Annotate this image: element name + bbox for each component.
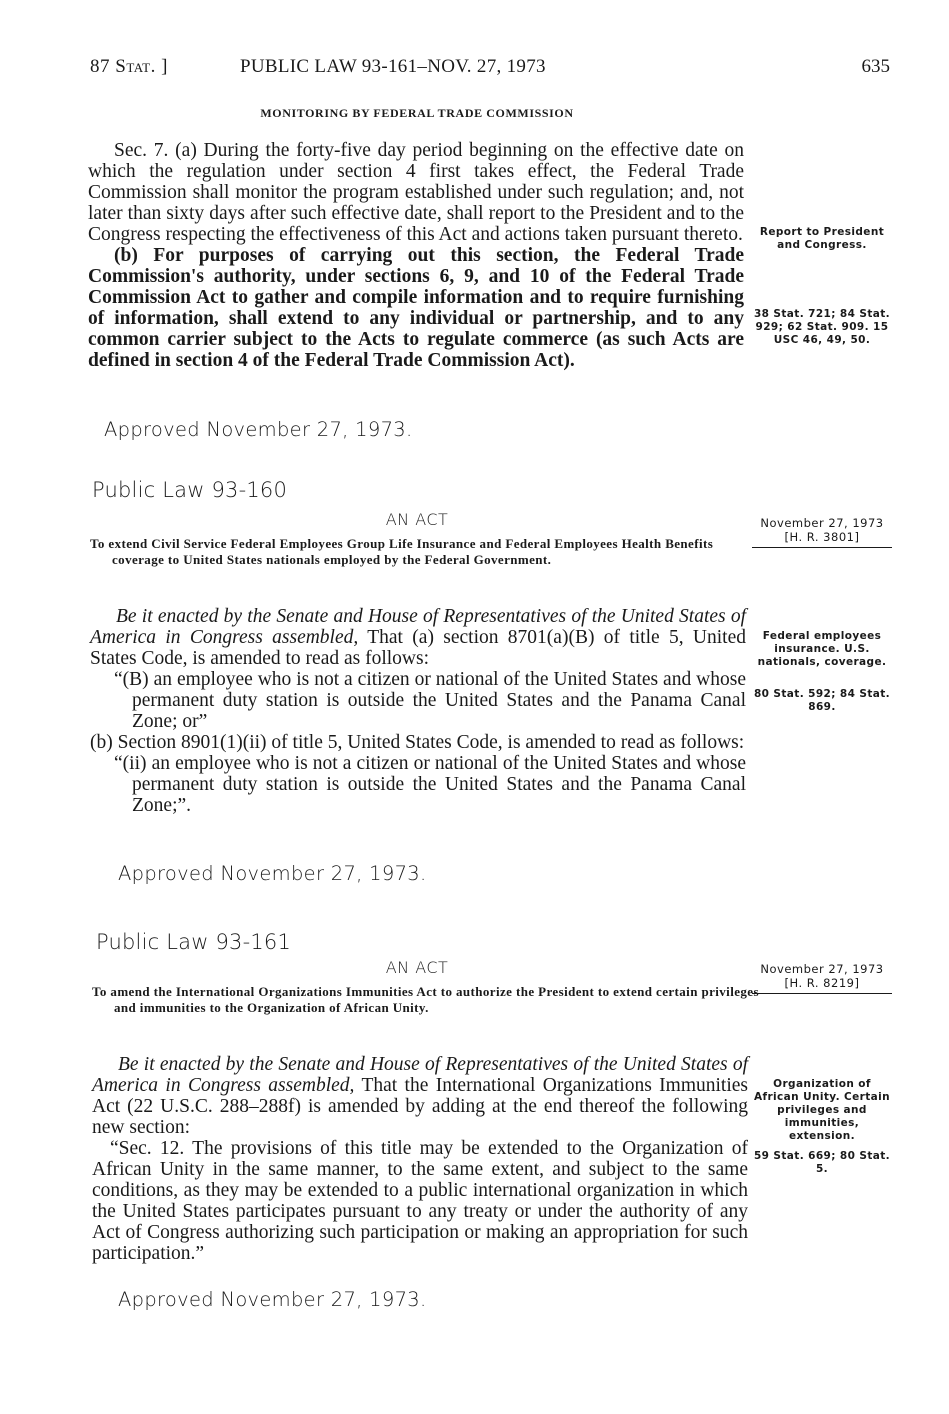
law160-para-b: (b) Section 8901(1)(ii) of title 5, United States Code, is amended to read as follows: [90,732,745,753]
law161-text [92,1054,748,1264]
bill-number: [H. R. 8219] [752,976,892,994]
law160-quote-b: “(B) an employee who is not a citizen or national of the United States and whose permanent duty station is outside the United States and the Panama Canal Zone; or” [114,669,746,732]
stat-reference: 87 Stat. ] [90,56,168,77]
law161-quote-sec12: “Sec. 12. The provisions of this title may be extended to the Organization of African Unity in the same manner, to the same extent, and subject to the same conditions, as they may be extended to a public international organization in which the United States participates pursuant to any treaty or under the authority of any Act of Congress authorizing such participation or making an appropriation for such participation.” [92,1138,748,1264]
enactment-date-box [752,516,892,548]
public-law-label: Public Law 93-160 [92,478,288,502]
section7-para-a: Sec. 7. (a) During the forty-five day period beginning on the effective date on which the regulation under section 4 first takes effect, the Federal Trade Commission shall monitor the program established under such regulation; and, not later than sixty days after such effective date, shall report to the President and to the Congress respecting the effectiveness of this Act and actions taken pursuant thereto. [88,140,744,245]
approved-line: Approved November 27, 1973. [118,862,427,885]
page-number: 635 [861,56,890,77]
margin-note-stat-refs: 38 Stat. 721; 84 Stat. 929; 62 Stat. 909. 15 USC 46, 49, 50. [753,308,891,346]
law160-text [90,606,746,816]
margin-note-oau: Organization of African Unity. Certain privileges and immunities, extension. [753,1078,891,1142]
enacting-clause: Be it enacted by the Senate and House of Representatives of the United States of America in Congress assembled, [90,606,746,648]
public-law-label: Public Law 93-161 [96,930,292,954]
section7-para-b: (b) For purposes of carrying out this section, the Federal Trade Commission's authority, under sections 6, 9, and 10 of the Federal Trade Commission Act to gather and compile information and to require furnishing of information, shall extend to any individual or partnership, and to any common carrier subject to the Acts to regulate commerce (as such Acts are defined in section 4 of the Federal Trade Commission Act). [88,245,744,371]
enactment-date: November 27, 1973 [760,516,884,530]
enactment-date-box [752,962,892,994]
section-heading: MONITORING BY FEDERAL TRADE COMMISSION [260,106,574,120]
enactment-date: November 27, 1973 [760,962,884,976]
bill-number: [H. R. 3801] [752,530,892,548]
an-act-label: AN ACT [385,958,449,977]
margin-note-federal-employees: Federal employees insurance. U.S. nationals, coverage. [757,630,887,668]
enacting-clause: Be it enacted by the Senate and House of Representatives of the United States of America in Congress assembled, [92,1054,748,1096]
law161-para-a: That the International Organizations Immunities Act (22 U.S.C. 288–288f) is amended by adding at the end thereof the following new section: [92,1075,748,1138]
margin-note-report: Report to President and Congress. [759,226,885,251]
act-title: To amend the International Organizations Immunities Act to authorize the President to extend certain privileges and immunities to the Organization of African Unity. [92,984,759,1015]
margin-note-stat-refs-160: 80 Stat. 592; 84 Stat. 869. [753,688,891,713]
approved-line: Approved November 27, 1973. [104,418,413,441]
section7-text [88,140,744,371]
running-header [90,56,890,84]
law-title: PUBLIC LAW 93-161–NOV. 27, 1973 [240,56,546,77]
approved-line: Approved November 27, 1973. [118,1288,427,1311]
margin-note-stat-refs-161: 59 Stat. 669; 80 Stat. 5. [753,1150,891,1175]
act-title: To extend Civil Service Federal Employees Group Life Insurance and Federal Employees Health Benefits coverage to United States nationals employed by the Federal Government. [90,536,714,567]
law160-para-a: That (a) section 8701(a)(B) of title 5, United States Code, is amended to read as follows: [90,627,746,669]
an-act-label: AN ACT [385,510,449,529]
law160-quote-ii: “(ii) an employee who is not a citizen or national of the United States and whose permanent duty station is outside the United States and the Panama Canal Zone;”. [114,753,746,816]
